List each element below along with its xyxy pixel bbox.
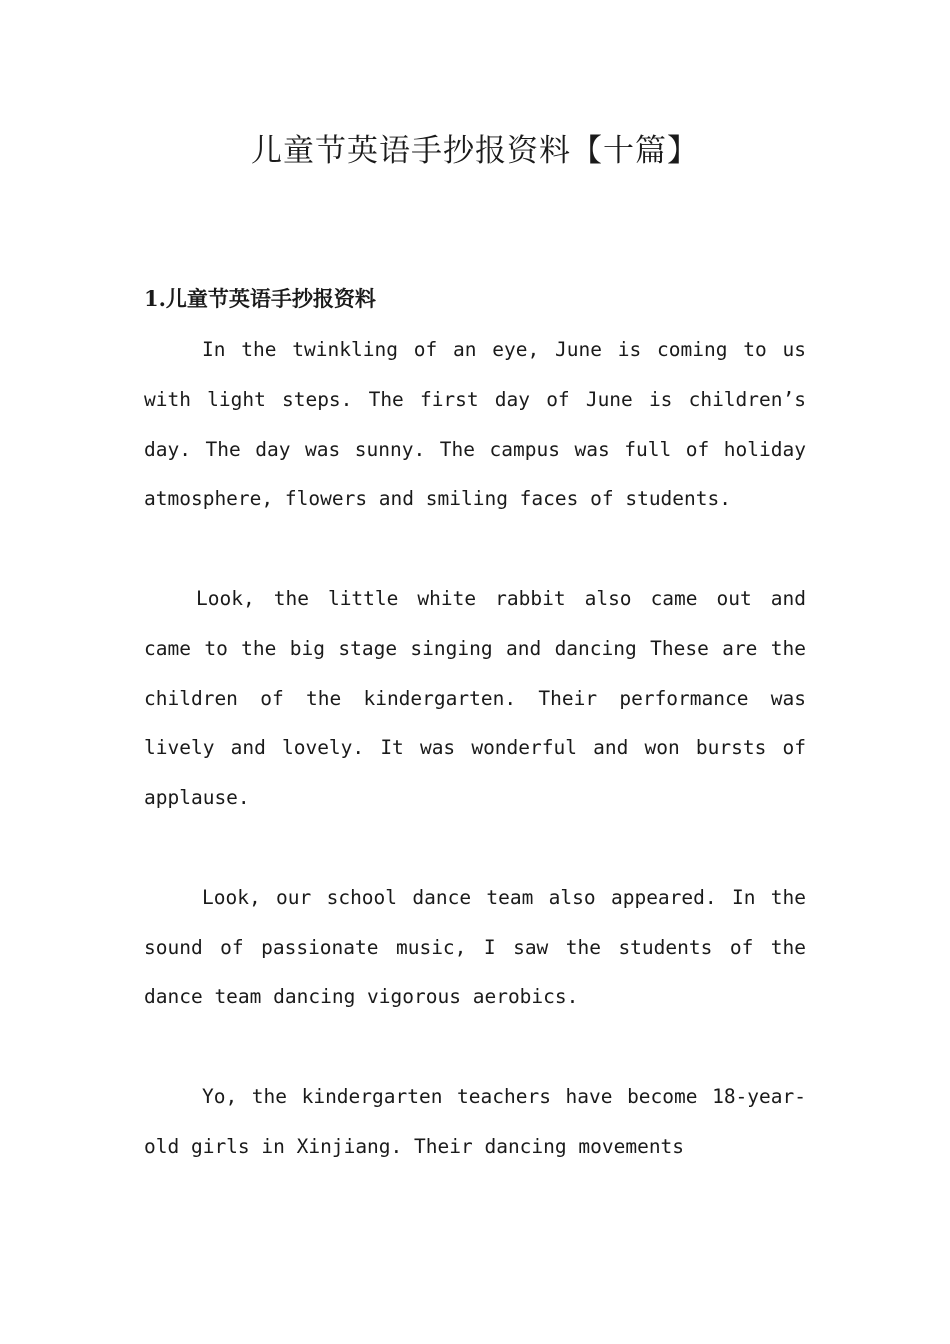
paragraph: Look, the little white rabbit also came out and came to the big stage singing and dancing These are the children of the kindergarten. Their performance was lively and lovely. It was wonderful and won bursts of applause. (144, 586, 806, 810)
section-heading: 1.儿童节英语手抄报资料 (144, 286, 376, 311)
paragraph: In the twinkling of an eye, June is coming to us with light steps. The first day of June is children’s day. The day was sunny. The campus was full of holiday atmosphere, flowers and smiling faces of students. (144, 338, 806, 511)
paragraph: Yo, the kindergarten teachers have become 18-year-old girls in Xinjiang. Their dancing movements (144, 1084, 806, 1158)
document-body (144, 325, 806, 1221)
paragraph: Look, our school dance team also appeared. In the sound of passionate music, I saw the students of the dance team dancing vigorous aerobics. (144, 885, 806, 1009)
document-title: 儿童节英语手抄报资料【十篇】 (251, 133, 699, 169)
